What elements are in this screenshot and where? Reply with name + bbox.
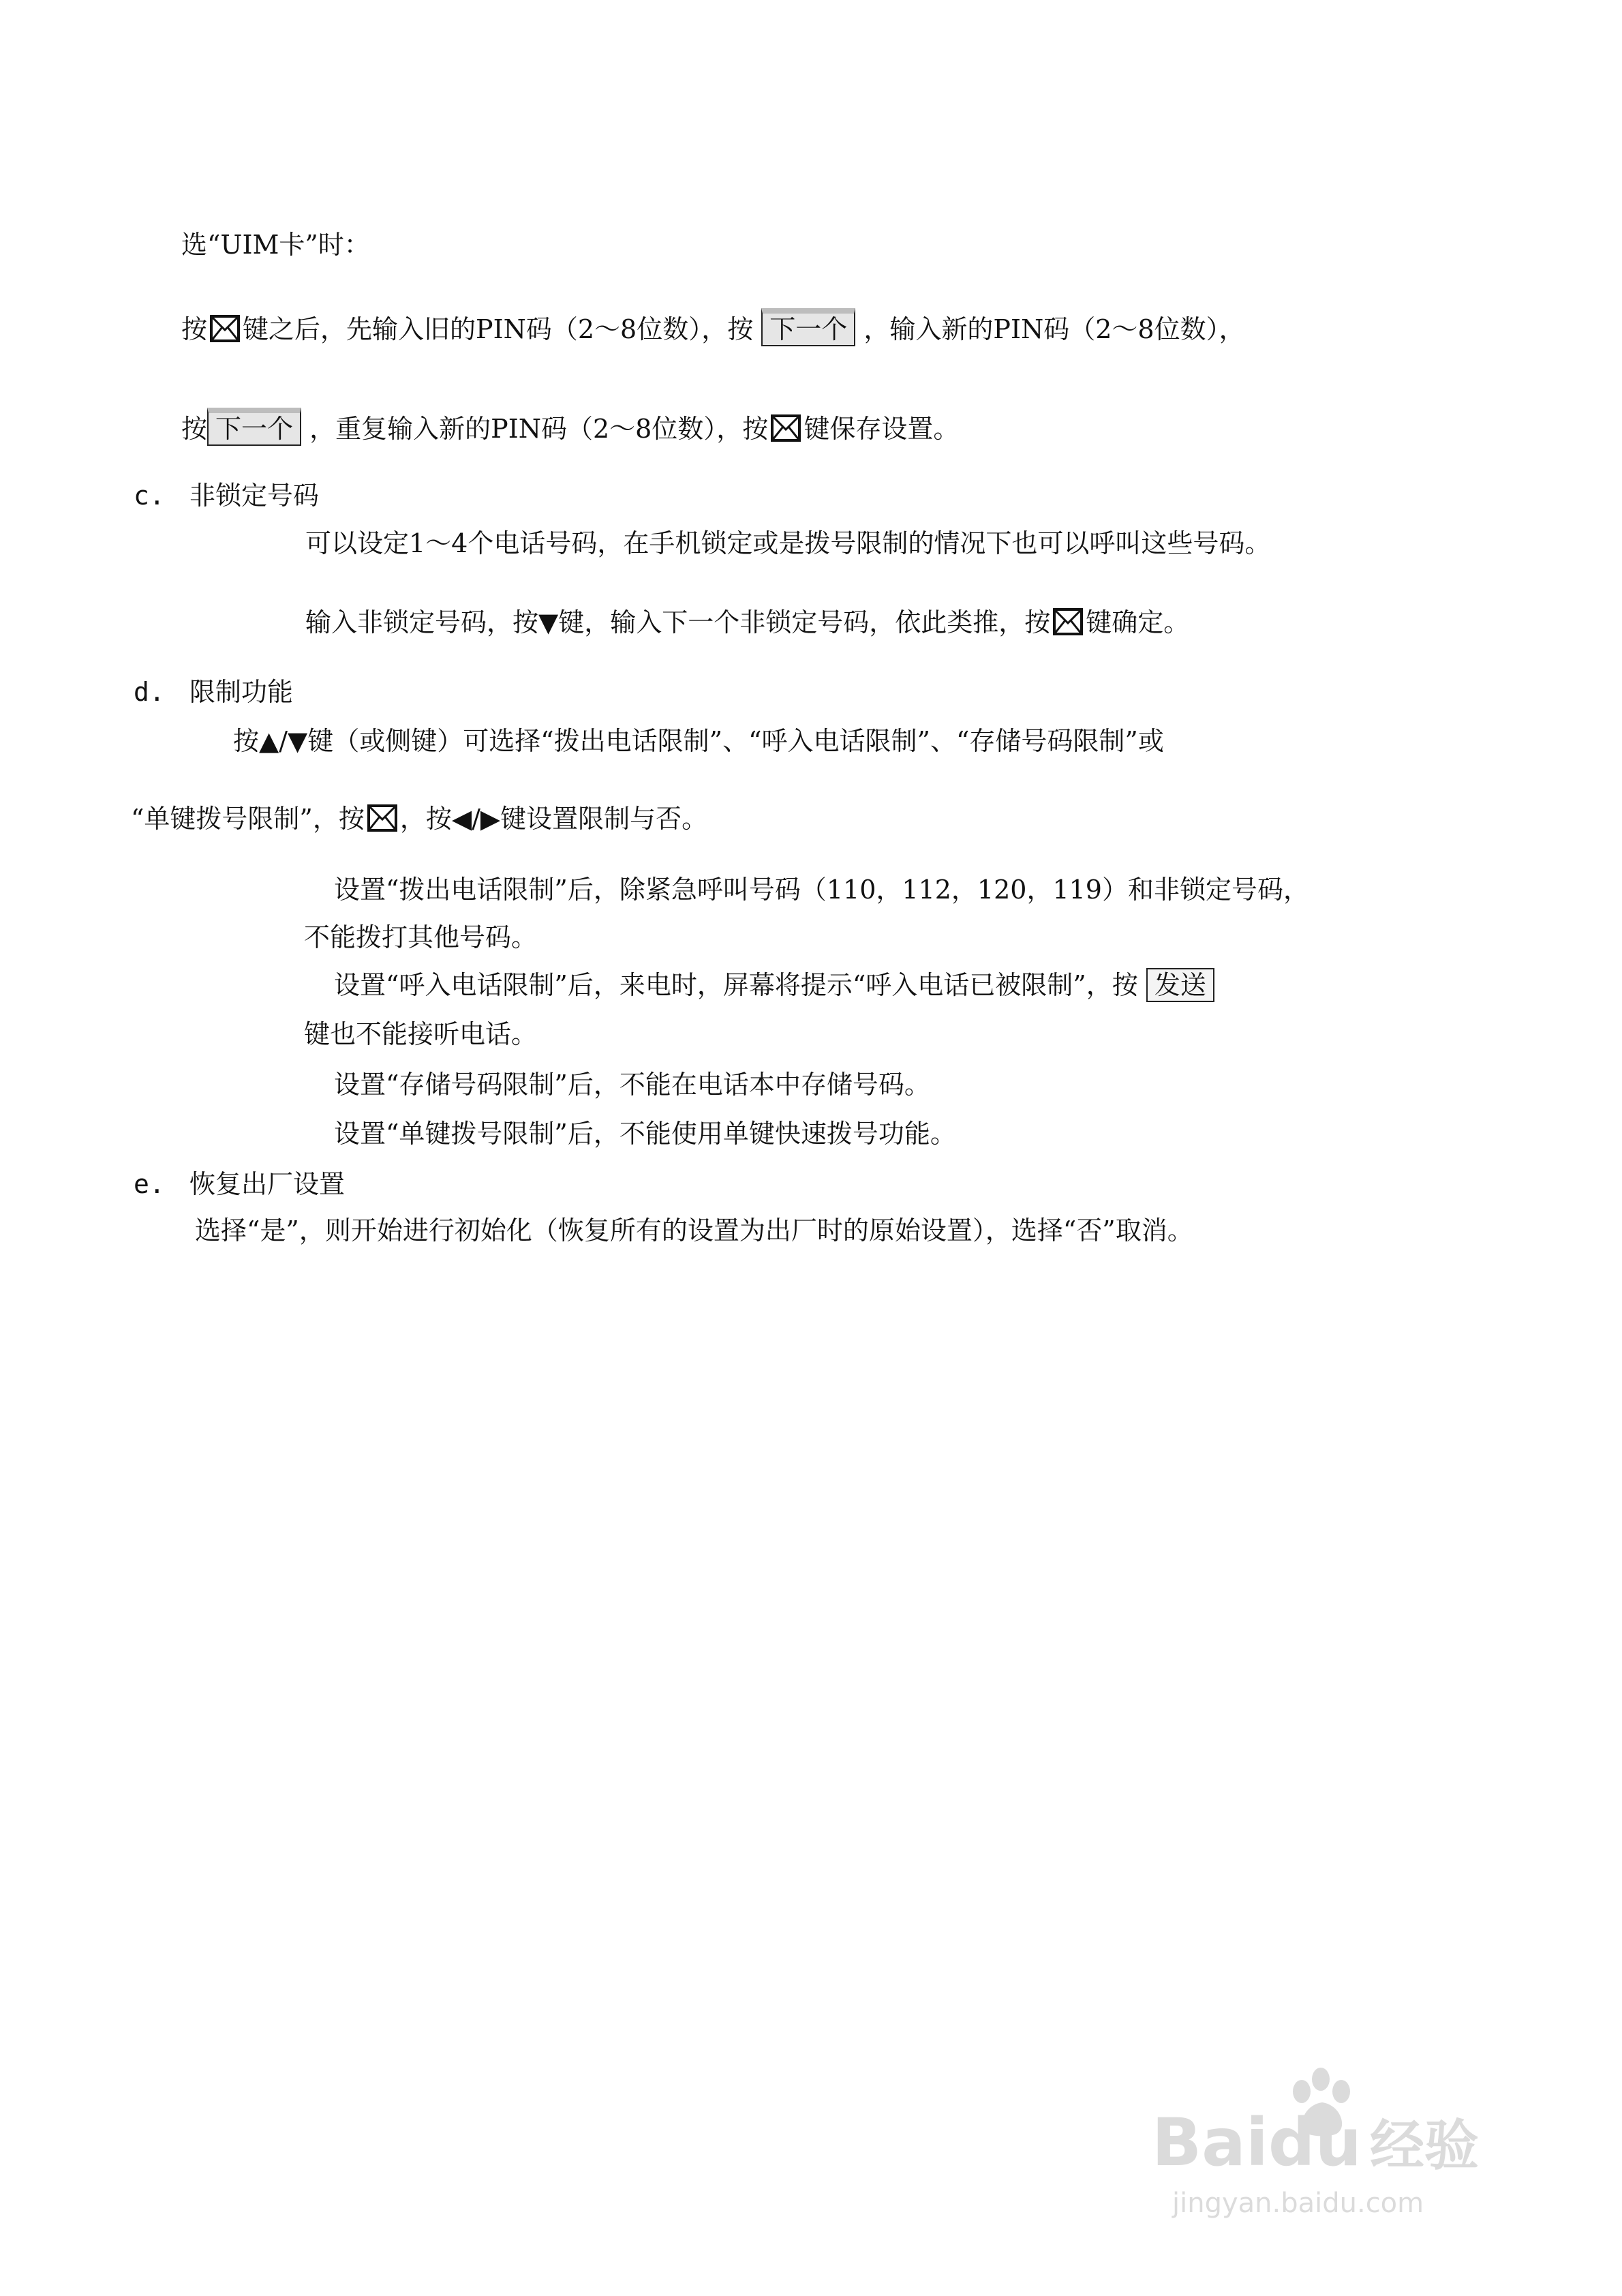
section-d-line7: 设置“存储号码限制”后，不能在电话本中存储号码。: [334, 1070, 930, 1100]
watermark-brand-cn: 经验: [1370, 2114, 1479, 2177]
section-d-line3: 设置“拨出电话限制”后，除紧急呼叫号码（110，112，120，119）和非锁定号码，: [334, 875, 1309, 905]
section-e-line1: 选择“是”，则开始进行初始化（恢复所有的设置为出厂时的原始设置），选择“否”取消。: [195, 1215, 1193, 1245]
section-marker: e.: [134, 1169, 165, 1199]
section-c-heading: [134, 479, 319, 513]
section-d-line6: 键也不能接听电话。: [304, 1019, 538, 1049]
instruction-text: 设置“呼入电话限制”后，来电时，屏幕将提示“呼入电话已被限制”，按: [334, 970, 1138, 1000]
send-key: 发送: [1146, 968, 1214, 1002]
watermark: [1145, 2064, 1527, 2221]
envelope-icon: [1053, 608, 1083, 635]
uim-heading: 选“UIM卡”时：: [181, 230, 370, 260]
section-d-line4: 不能拨打其他号码。: [304, 922, 538, 952]
press-label: 按: [181, 414, 208, 444]
section-c-line1: 可以设定1～4个电话号码，在手机锁定或是拨号限制的情况下也可以呼叫这些号码。: [305, 528, 1271, 558]
section-c-line2: [305, 605, 1189, 639]
instruction-text: 输入非锁定号码，按▼键，输入下一个非锁定号码，依此类推，按: [305, 607, 1051, 637]
instruction-text: ，按◀/▶键设置限制与否。: [399, 804, 708, 834]
section-title: 非锁定号码: [189, 481, 320, 511]
instruction-text: 键保存设置。: [804, 414, 960, 444]
section-d-line1: 按▲/▼键（或侧键）可选择“拨出电话限制”、“呼入电话限制”、“存储号码限制”或: [233, 726, 1164, 756]
section-title: 恢复出厂设置: [189, 1169, 346, 1199]
envelope-icon: [210, 315, 240, 342]
envelope-icon: [771, 414, 801, 442]
instruction-text: ，输入新的PIN码（2～8位数），: [863, 314, 1245, 344]
section-e-heading: [134, 1167, 345, 1201]
next-key: 下一个: [207, 408, 301, 446]
section-d-heading: [134, 675, 293, 709]
section-marker: d.: [134, 677, 165, 707]
press-label: 按: [181, 314, 208, 344]
watermark-brand-end: du: [1268, 2104, 1362, 2181]
instruction-text: 键之后，先输入旧的PIN码（2～8位数），按: [243, 314, 754, 344]
section-d-line8: 设置“单键拨号限制”后，不能使用单键快速拨号功能。: [334, 1119, 956, 1149]
section-marker: c.: [134, 481, 165, 511]
next-key: 下一个: [761, 308, 855, 346]
pin-step-1: [181, 308, 1245, 346]
section-d-line2: [131, 802, 707, 836]
instruction-text: 键确定。: [1086, 607, 1190, 637]
instruction-text: ，重复输入新的PIN码（2～8位数），按: [309, 414, 769, 444]
section-title: 限制功能: [189, 677, 294, 707]
watermark-brand: Bai: [1152, 2104, 1268, 2181]
envelope-icon: [367, 804, 397, 832]
instruction-text: “单键拨号限制”，按: [131, 804, 365, 834]
watermark-url: jingyan.baidu.com: [1172, 2188, 1424, 2219]
pin-step-2: [181, 408, 959, 446]
section-d-line5: [334, 968, 1214, 1002]
